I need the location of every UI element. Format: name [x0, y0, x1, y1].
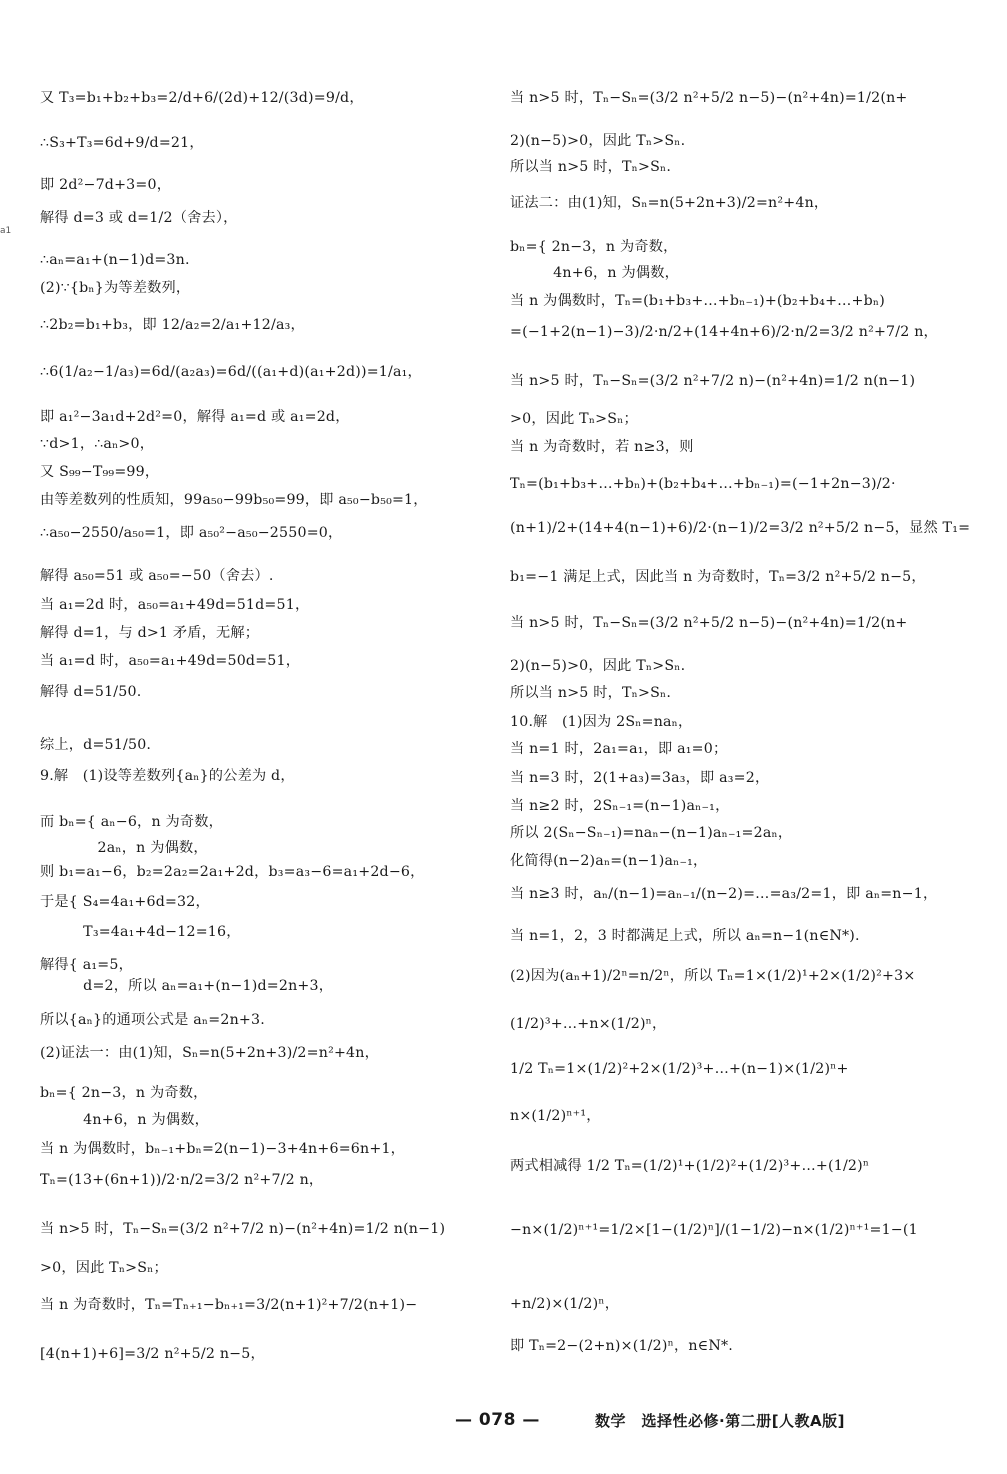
solution-line: 所以 2(Sₙ−Sₙ₋₁)=naₙ−(n−1)aₙ₋₁=2aₙ，: [510, 825, 793, 841]
solution-line: 即 2d²−7d+3=0，: [40, 177, 172, 193]
solution-line: 2aₙ，n 为偶数，: [40, 840, 208, 856]
page-footer: [0, 1410, 1007, 1440]
solution-line: 当 n≥2 时，2Sₙ₋₁=(n−1)aₙ₋₁，: [510, 798, 730, 814]
solution-line: 当 n>5 时，Tₙ−Sₙ=(3/2 n²+5/2 n−5)−(n²+4n)=1/2(n+: [510, 90, 908, 106]
solution-line: (n+1)/2+(14+4(n−1)+6)/2·(n−1)/2=3/2 n²+5/2 n−5，显然 T₁=: [510, 520, 971, 536]
solution-line: 当 n 为偶数时，bₙ₋₁+bₙ=2(n−1)−3+4n+6=6n+1，: [40, 1141, 406, 1157]
solution-line: Tₙ=(13+(6n+1))/2·n/2=3/2 n²+7/2 n，: [40, 1172, 324, 1188]
solution-line: 4n+6，n 为偶数，: [510, 265, 680, 281]
solution-line: 2)(n−5)>0，因此 Tₙ>Sₙ.: [510, 658, 686, 674]
solution-line: =(−1+2(n−1)−3)/2·n/2+(14+4n+6)/2·n/2=3/2 n²+7/2 n，: [510, 324, 938, 340]
solution-line: >0，因此 Tₙ>Sₙ；: [40, 1260, 168, 1276]
solution-line: ∴aₙ=a₁+(n−1)d=3n.: [40, 252, 190, 268]
solution-line: 当 a₁=d 时，a₅₀=a₁+49d=50d=51，: [40, 653, 301, 669]
solution-line: (2)证法一：由(1)知，Sₙ=n(5+2n+3)/2=n²+4n，: [40, 1045, 380, 1061]
solution-line: 综上，d=51/50.: [40, 737, 152, 753]
margin-mark: a1: [0, 226, 12, 236]
solution-line: 即 Tₙ=2−(2+n)×(1/2)ⁿ，n∈N*.: [510, 1338, 733, 1354]
solution-line: ∴2b₂=b₁+b₃，即 12/a₂=2/a₁+12/a₃，: [40, 317, 305, 333]
solution-line: 当 n>5 时，Tₙ−Sₙ=(3/2 n²+7/2 n)−(n²+4n)=1/2 n(n−1): [510, 373, 916, 389]
solution-line: 4n+6，n 为偶数，: [40, 1112, 210, 1128]
book-title: 数学 选择性必修·第二册[人教A版]: [595, 1412, 846, 1430]
solution-line: 而 bₙ={ aₙ−6，n 为奇数，: [40, 814, 224, 830]
solution-line: 解得{ a₁=5，: [40, 957, 133, 973]
solution-line: [4(n+1)+6]=3/2 n²+5/2 n−5，: [40, 1346, 265, 1362]
solution-line: 9.解 (1)设等差数列{aₙ}的公差为 d，: [40, 768, 295, 784]
solution-line: 当 n≥3 时，aₙ/(n−1)=aₙ₋₁/(n−2)=…=a₃/2=1，即 aₙ=n−1，: [510, 886, 938, 902]
solution-line: 当 a₁=2d 时，a₅₀=a₁+49d=51d=51，: [40, 597, 310, 613]
solution-line: 则 b₁=a₁−6，b₂=2a₂=2a₁+2d，b₃=a₃−6=a₁+2d−6，: [40, 864, 425, 880]
solution-line: bₙ={ 2n−3，n 为奇数，: [40, 1085, 208, 1101]
solution-line: 当 n>5 时，Tₙ−Sₙ=(3/2 n²+7/2 n)−(n²+4n)=1/2 n(n−1): [40, 1221, 446, 1237]
solution-line: 当 n=1，2，3 时都满足上式，所以 aₙ=n−1(n∈N*).: [510, 928, 860, 944]
solution-line: (2)∵{bₙ}为等差数列，: [40, 280, 191, 296]
solution-line: ∴a₅₀−2550/a₅₀=1，即 a₅₀²−a₅₀−2550=0，: [40, 525, 343, 541]
solution-line: 所以{aₙ}的通项公式是 aₙ=2n+3.: [40, 1012, 265, 1028]
solution-line: −n×(1/2)ⁿ⁺¹=1/2×[1−(1/2)ⁿ]/(1−1/2)−n×(1/2)ⁿ⁺¹=1−(1: [510, 1222, 918, 1238]
solution-line: 由等差数列的性质知，99a₅₀−99b₅₀=99，即 a₅₀−b₅₀=1，: [40, 492, 428, 508]
solution-line: 当 n=3 时，2(1+a₃)=3a₃，即 a₃=2，: [510, 770, 770, 786]
solution-line: 解得 d=51/50.: [40, 684, 142, 700]
solution-line: (1/2)³+…+n×(1/2)ⁿ，: [510, 1016, 667, 1032]
solution-line: 又 T₃=b₁+b₂+b₃=2/d+6/(2d)+12/(3d)=9/d，: [40, 90, 364, 106]
solution-line: ∴S₃+T₃=6d+9/d=21，: [40, 135, 204, 151]
solution-line: ∴6(1/a₂−1/a₃)=6d/(a₂a₃)=6d/((a₁+d)(a₁+2d))=1/a₁，: [40, 364, 422, 380]
solution-line: 10.解 (1)因为 2Sₙ=naₙ，: [510, 714, 693, 730]
solution-line: 当 n 为奇数时，若 n≥3，则: [510, 439, 694, 455]
solution-line: T₃=4a₁+4d−12=16，: [40, 924, 241, 940]
solution-line: 所以当 n>5 时，Tₙ>Sₙ.: [510, 159, 672, 175]
page-number: — 078 —: [455, 1410, 540, 1430]
solution-line: 证法二：由(1)知，Sₙ=n(5+2n+3)/2=n²+4n，: [510, 195, 829, 211]
solution-line: 解得 d=1，与 d>1 矛盾，无解；: [40, 625, 260, 641]
solution-line: n×(1/2)ⁿ⁺¹，: [510, 1108, 601, 1124]
solution-line: d=2，所以 aₙ=a₁+(n−1)d=2n+3，: [40, 978, 334, 994]
solution-line: 两式相减得 1/2 Tₙ=(1/2)¹+(1/2)²+(1/2)³+…+(1/2)ⁿ: [510, 1158, 870, 1174]
solution-line: 化简得(n−2)aₙ=(n−1)aₙ₋₁，: [510, 853, 708, 869]
solution-line: 解得 a₅₀=51 或 a₅₀=−50（舍去）.: [40, 568, 274, 584]
solution-line: 2)(n−5)>0，因此 Tₙ>Sₙ.: [510, 133, 686, 149]
solution-line: 当 n>5 时，Tₙ−Sₙ=(3/2 n²+5/2 n−5)−(n²+4n)=1/2(n+: [510, 615, 908, 631]
solution-line: 当 n 为偶数时，Tₙ=(b₁+b₃+…+bₙ₋₁)+(b₂+b₄+…+bₙ): [510, 293, 885, 309]
solution-line: 所以当 n>5 时，Tₙ>Sₙ.: [510, 685, 672, 701]
solution-line: Tₙ=(b₁+b₃+…+bₙ)+(b₂+b₄+…+bₙ₋₁)=(−1+2n−3)/2·: [510, 476, 896, 492]
solution-line: ∵d>1，∴aₙ>0，: [40, 436, 155, 452]
solution-line: 即 a₁²−3a₁d+2d²=0，解得 a₁=d 或 a₁=2d，: [40, 409, 350, 425]
solution-line: 1/2 Tₙ=1×(1/2)²+2×(1/2)³+…+(n−1)×(1/2)ⁿ+: [510, 1061, 849, 1077]
solution-line: >0，因此 Tₙ>Sₙ；: [510, 411, 638, 427]
solution-line: b₁=−1 满足上式，因此当 n 为奇数时，Tₙ=3/2 n²+5/2 n−5，: [510, 569, 926, 585]
solution-line: 于是{ S₄=4a₁+6d=32，: [40, 894, 210, 910]
solution-line: (2)因为(aₙ+1)/2ⁿ=n/2ⁿ，所以 Tₙ=1×(1/2)¹+2×(1/2)²+3×: [510, 968, 916, 984]
solution-line: +n/2)×(1/2)ⁿ，: [510, 1296, 620, 1312]
solution-line: bₙ={ 2n−3，n 为奇数，: [510, 239, 678, 255]
solution-line: 当 n=1 时，2a₁=a₁，即 a₁=0；: [510, 741, 728, 757]
solution-line: 当 n 为奇数时，Tₙ=Tₙ₊₁−bₙ₊₁=3/2(n+1)²+7/2(n+1)−: [40, 1297, 418, 1313]
solution-line: 又 S₉₉−T₉₉=99，: [40, 464, 160, 480]
solution-line: 解得 d=3 或 d=1/2（舍去），: [40, 210, 238, 226]
